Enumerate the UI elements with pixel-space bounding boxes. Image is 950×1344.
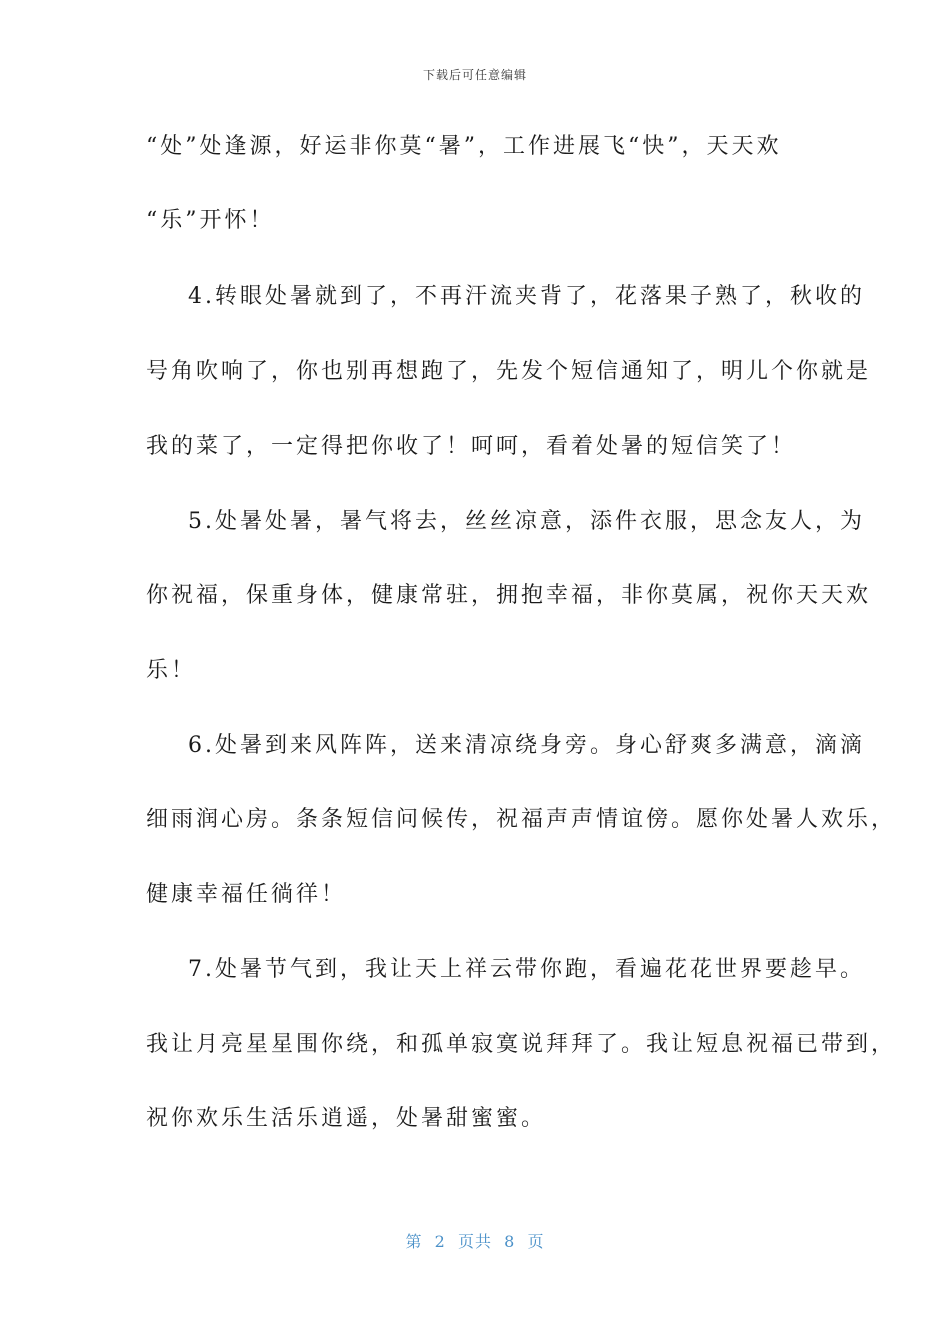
page-header-note: 下载后可任意编辑 bbox=[422, 68, 527, 82]
text-line: 你祝福，保重身体，健康常驻，拥抱幸福，非你莫属，祝你天天欢 bbox=[146, 583, 872, 608]
text-line: 细雨润心房。条条短信问候传，祝福声声情谊傍。愿你处暑人欢乐， bbox=[146, 807, 897, 832]
text-line: 我让月亮星星围你绕，和孤单寂寞说拜拜了。我让短息祝福已带到， bbox=[146, 1032, 897, 1057]
paragraph-7-start: 7.处暑节气到，我让天上祥云带你跑，看遍花花世界要趁早。 bbox=[188, 957, 865, 982]
text-line: 祝你欢乐生活乐逍遥，处暑甜蜜蜜。 bbox=[146, 1106, 547, 1131]
text-line: “处”处逢源，好运非你莫“暑”，工作进展飞“快”，天天欢 bbox=[146, 134, 782, 159]
text-line: 号角吹响了，你也别再想跑了，先发个短信通知了，明儿个你就是 bbox=[146, 359, 872, 384]
text-line: “乐”开怀！ bbox=[146, 208, 275, 233]
text-line: 我的菜了，一定得把你收了！呵呵，看着处暑的短信笑了！ bbox=[146, 434, 797, 459]
text-line: 健康幸福任徜徉！ bbox=[146, 882, 347, 907]
page-number-footer: 第 2 页共 8 页 bbox=[405, 1232, 545, 1251]
paragraph-4-start: 4.转眼处暑就到了，不再汗流夹背了，花落果子熟了，秋收的 bbox=[188, 284, 865, 309]
text-line: 乐！ bbox=[146, 658, 197, 683]
paragraph-5-start: 5.处暑处暑，暑气将去，丝丝凉意，添件衣服，思念友人，为 bbox=[188, 509, 865, 534]
paragraph-6-start: 6.处暑到来风阵阵，送来清凉绕身旁。身心舒爽多满意，滴滴 bbox=[188, 733, 865, 758]
